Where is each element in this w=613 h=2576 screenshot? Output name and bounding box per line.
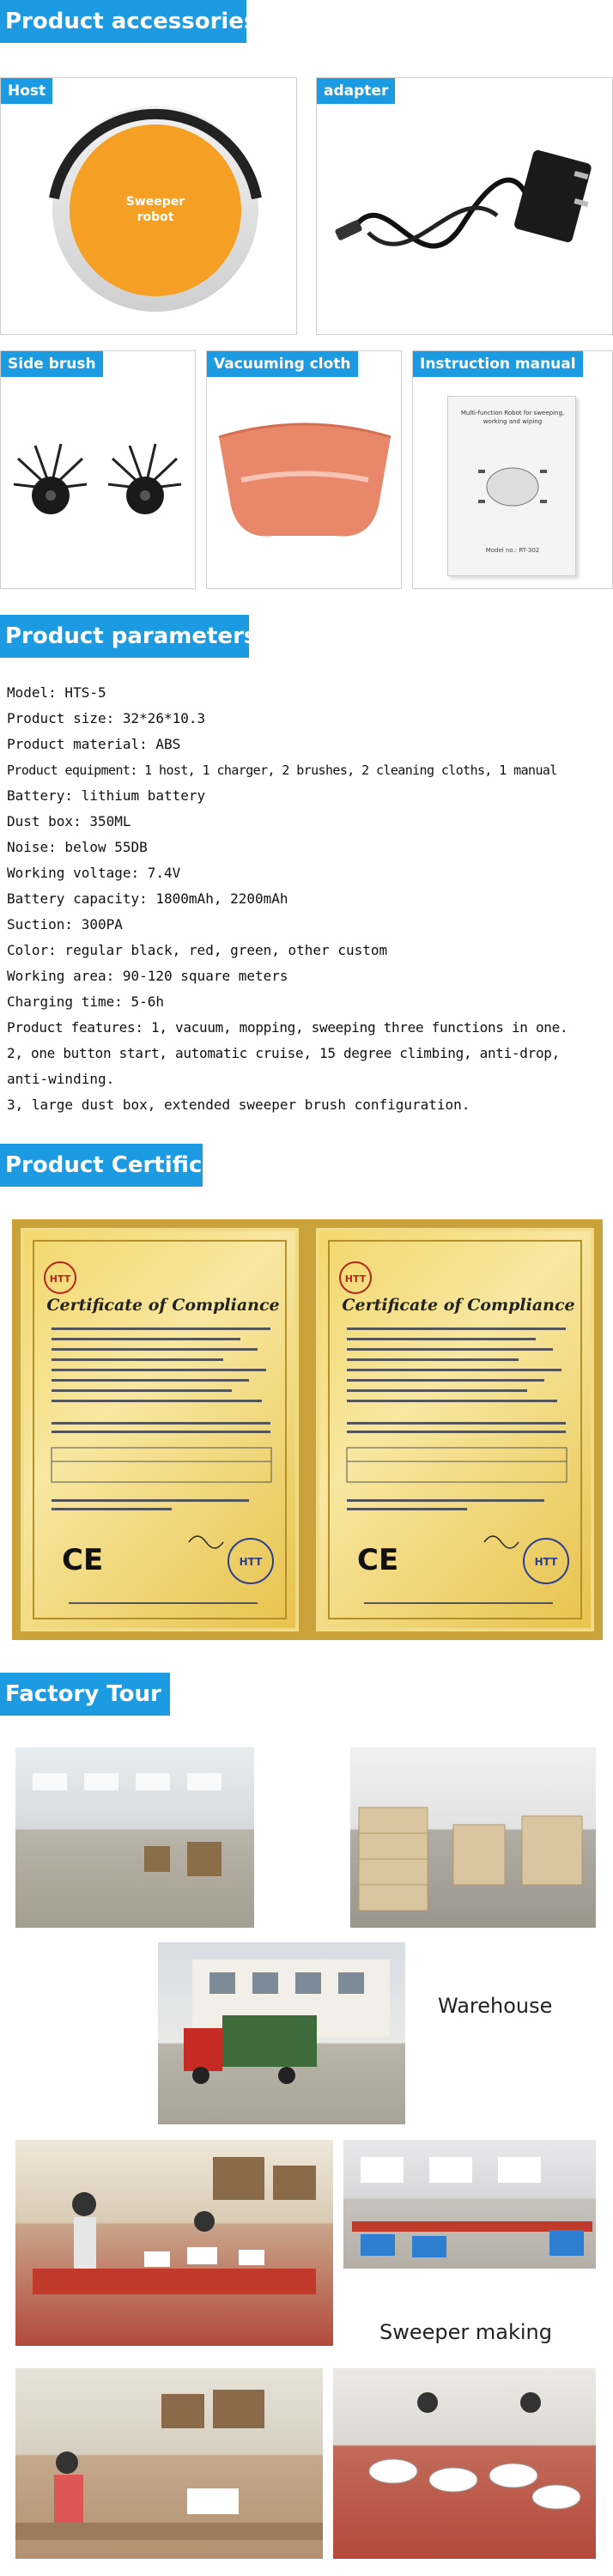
ce-mark: CE — [357, 1543, 399, 1577]
param-line: Product features: 1, vacuum, mopping, sweeping three functions in one. — [7, 1019, 568, 1036]
param-line: Color: regular black, red, green, other custom — [7, 942, 388, 958]
manual-model: Model no.: RT-302 — [485, 547, 540, 554]
factory-photo-assembly-1 — [15, 2368, 323, 2559]
robot-text-1: Sweeper — [125, 195, 185, 209]
param-line: Battery: lithium battery — [7, 787, 206, 804]
accessory-card-manual — [412, 350, 613, 589]
adapter-image — [317, 104, 612, 334]
accessory-label-adapter: adapter — [317, 78, 395, 104]
certificate-title: Certificate of Compliance — [342, 1296, 575, 1315]
factory-photo-production-1 — [15, 2140, 333, 2346]
accessory-card-side-brush — [0, 350, 196, 589]
param-line: Suction: 300PA — [7, 916, 123, 933]
param-line: Product size: 32*26*10.3 — [7, 710, 206, 726]
section-header-factory: Factory Tour — [0, 1673, 170, 1716]
param-line: Dust box: 350ML — [7, 813, 131, 829]
accessory-card-adapter — [316, 77, 613, 335]
manual-image — [413, 377, 612, 588]
param-line: Battery capacity: 1800mAh, 2200mAh — [7, 890, 288, 907]
section-header-parameters: Product parameters — [0, 615, 249, 658]
factory-photo-truck — [158, 1942, 405, 2124]
accessory-label-side-brush: Side brush — [1, 351, 103, 377]
manual-title-1: Multi-function Robot for sweeping, — [460, 410, 565, 416]
param-line: Product material: ABS — [7, 736, 181, 752]
param-line: Working voltage: 7.4V — [7, 865, 181, 881]
robot-text-2: robot — [137, 210, 174, 224]
param-line: Charging time: 5-6h — [7, 993, 165, 1010]
accessory-label-manual: Instruction manual — [413, 351, 583, 377]
accessory-label-cloth: Vacuuming cloth — [207, 351, 358, 377]
cloth-image — [207, 377, 401, 588]
factory-photo-assembly-2 — [333, 2368, 596, 2559]
factory-photo-warehouse-1 — [15, 1747, 254, 1928]
htt-logo: HTT — [344, 1273, 367, 1285]
side-brush-image — [1, 377, 195, 588]
param-line: Model: HTS-5 — [7, 684, 106, 701]
htt-stamp: HTT — [534, 1556, 558, 1568]
accessory-card-cloth — [206, 350, 402, 589]
accessory-card-host — [0, 77, 297, 335]
warehouse-label: Warehouse — [438, 1994, 553, 2018]
section-header-certificate: Product Certificate — [0, 1144, 203, 1187]
factory-photo-production-2 — [343, 2140, 596, 2269]
robot-image — [1, 104, 296, 334]
param-line: 3, large dust box, extended sweeper brush configuration. — [7, 1097, 470, 1113]
htt-stamp: HTT — [239, 1556, 263, 1568]
certificate-left — [12, 1219, 307, 1640]
manual-title-2: working and wiping — [483, 418, 543, 425]
param-line: Noise: below 55DB — [7, 839, 148, 855]
ce-mark: CE — [62, 1543, 104, 1577]
certificate-right — [307, 1219, 603, 1640]
param-line: anti-winding. — [7, 1071, 115, 1087]
sweeper-making-label: Sweeper making — [379, 2320, 552, 2344]
accessory-label-host: Host — [1, 78, 52, 104]
certificate-title: Certificate of Compliance — [46, 1296, 280, 1315]
param-line: Product equipment: 1 host, 1 charger, 2 brushes, 2 cleaning cloths, 1 manual — [7, 762, 557, 778]
param-line: Working area: 90-120 square meters — [7, 968, 288, 984]
section-header-accessories: Product accessories — [0, 0, 246, 43]
factory-photo-warehouse-2 — [350, 1747, 596, 1928]
parameter-list — [7, 680, 608, 1118]
param-line: 2, one button start, automatic cruise, 15 degree climbing, anti-drop, — [7, 1045, 560, 1061]
htt-logo: HTT — [49, 1273, 71, 1285]
